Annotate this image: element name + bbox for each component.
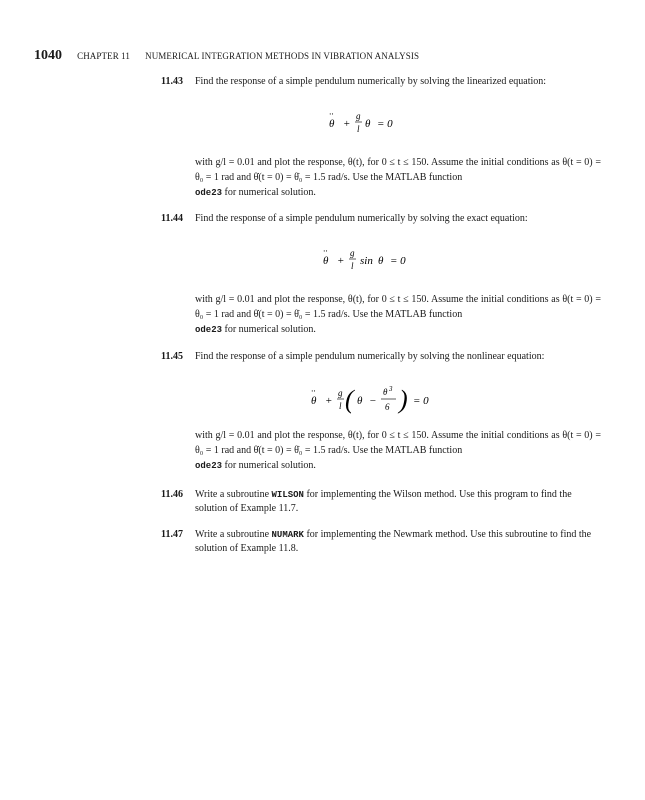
problem-body bbox=[161, 292, 601, 338]
problem-body bbox=[161, 428, 601, 474]
code-function: ode23 bbox=[195, 461, 223, 471]
equation-svg bbox=[161, 105, 601, 141]
body-text-end: for numerical solution. bbox=[224, 460, 316, 471]
text-pre: Write a subroutine bbox=[195, 529, 270, 540]
svg-text:g: g bbox=[356, 111, 361, 121]
body-text-end: for numerical solution. bbox=[224, 324, 316, 335]
svg-text:(: ( bbox=[345, 385, 354, 414]
text-post: for implementing the Wilson method. Use this program to find the solution of Example 11.7. bbox=[195, 489, 572, 514]
problem-body bbox=[161, 155, 601, 201]
problem-text bbox=[195, 528, 599, 556]
page-header bbox=[34, 44, 615, 64]
svg-text:= 0: = 0 bbox=[413, 395, 429, 407]
text-post: for implementing the Newmark method. Use this subroutine to find the solution of Example 11.8. bbox=[195, 529, 592, 554]
body-text: with g/l = 0.01 and plot the response, θ(t), for 0 ≤ t ≤ 150. Assume the initial conditions as θ(t = 0) = θ₀ = 1 rad and θ̇(t = 0) = θ̇₀ = 1.5 rad/s. Use the MATLAB function bbox=[195, 294, 601, 320]
svg-text:θ: θ bbox=[378, 255, 384, 267]
svg-text:= 0: = 0 bbox=[390, 255, 406, 267]
problem-number: 11.45 bbox=[161, 351, 183, 362]
problem-11-45 bbox=[161, 349, 601, 474]
page-number: 1040 bbox=[34, 48, 62, 63]
equation-exact bbox=[161, 242, 601, 282]
double-dot: ·· bbox=[329, 109, 334, 119]
code-function: ode23 bbox=[195, 325, 223, 335]
svg-text:l: l bbox=[351, 261, 354, 271]
problem-text bbox=[195, 488, 599, 516]
problem-statement: Find the response of a simple pendulum numerically by solving the exact equation: bbox=[195, 213, 528, 224]
problem-number: 11.46 bbox=[161, 489, 183, 500]
problem-11-43 bbox=[161, 74, 601, 201]
problem-11-44 bbox=[161, 211, 601, 338]
code-subroutine: WILSON bbox=[271, 490, 304, 500]
equation-svg bbox=[161, 242, 601, 278]
problem-statement: Find the response of a simple pendulum numerically by solving the linearized equation: bbox=[195, 76, 547, 87]
equation-svg bbox=[161, 378, 601, 422]
problem-statement: Find the response of a simple pendulum numerically by solving the nonlinear equation: bbox=[195, 351, 545, 362]
svg-text:g: g bbox=[338, 388, 343, 398]
svg-text:g: g bbox=[350, 248, 355, 258]
svg-text:): ) bbox=[399, 385, 408, 414]
svg-text:+: + bbox=[337, 255, 345, 267]
svg-text:−: − bbox=[369, 395, 377, 407]
svg-text:sin: sin bbox=[360, 255, 373, 267]
svg-text:= 0: = 0 bbox=[377, 118, 393, 130]
code-function: ode23 bbox=[195, 188, 223, 198]
svg-text:+: + bbox=[343, 118, 351, 130]
running-title: NUMERICAL INTEGRATION METHODS IN VIBRATION ANALYSIS bbox=[145, 51, 420, 61]
svg-text:θ: θ bbox=[323, 255, 329, 267]
code-subroutine: NUMARK bbox=[271, 530, 304, 540]
svg-text:+: + bbox=[325, 395, 333, 407]
svg-text:θ: θ bbox=[365, 118, 371, 130]
text-pre: Write a subroutine bbox=[195, 489, 270, 500]
problem-number: 11.43 bbox=[161, 76, 183, 87]
svg-text:··: ·· bbox=[311, 386, 316, 396]
body-text: with g/l = 0.01 and plot the response, θ(t), for 0 ≤ t ≤ 150. Assume the initial conditions as θ(t = 0) = θ₀ = 1 rad and θ̇(t = 0) = θ̇₀ = 1.5 rad/s. Use the MATLAB function bbox=[195, 157, 601, 183]
problem-11-47 bbox=[161, 528, 601, 556]
problem-number: 11.47 bbox=[161, 529, 183, 540]
svg-text:θ: θ bbox=[383, 387, 388, 397]
equation-linearized bbox=[161, 105, 601, 145]
svg-text:θ: θ bbox=[311, 395, 317, 407]
body-text: with g/l = 0.01 and plot the response, θ(t), for 0 ≤ t ≤ 150. Assume the initial conditions as θ(t = 0) = θ₀ = 1 rad and θ̇(t = 0) = θ̇₀ = 1.5 rad/s. Use the MATLAB function bbox=[195, 430, 601, 456]
chapter-label: CHAPTER 11 bbox=[77, 51, 131, 61]
svg-text:θ: θ bbox=[357, 395, 363, 407]
problem-11-46 bbox=[161, 488, 601, 516]
svg-text:l: l bbox=[339, 401, 342, 411]
equation-nonlinear bbox=[161, 378, 601, 422]
equation-text: θ bbox=[329, 118, 335, 130]
body-text-end: for numerical solution. bbox=[224, 187, 316, 198]
svg-text:l: l bbox=[357, 124, 360, 134]
problem-number: 11.44 bbox=[161, 213, 183, 224]
svg-text:6: 6 bbox=[385, 402, 390, 412]
svg-text:··: ·· bbox=[323, 246, 328, 256]
svg-text:3: 3 bbox=[389, 385, 393, 393]
